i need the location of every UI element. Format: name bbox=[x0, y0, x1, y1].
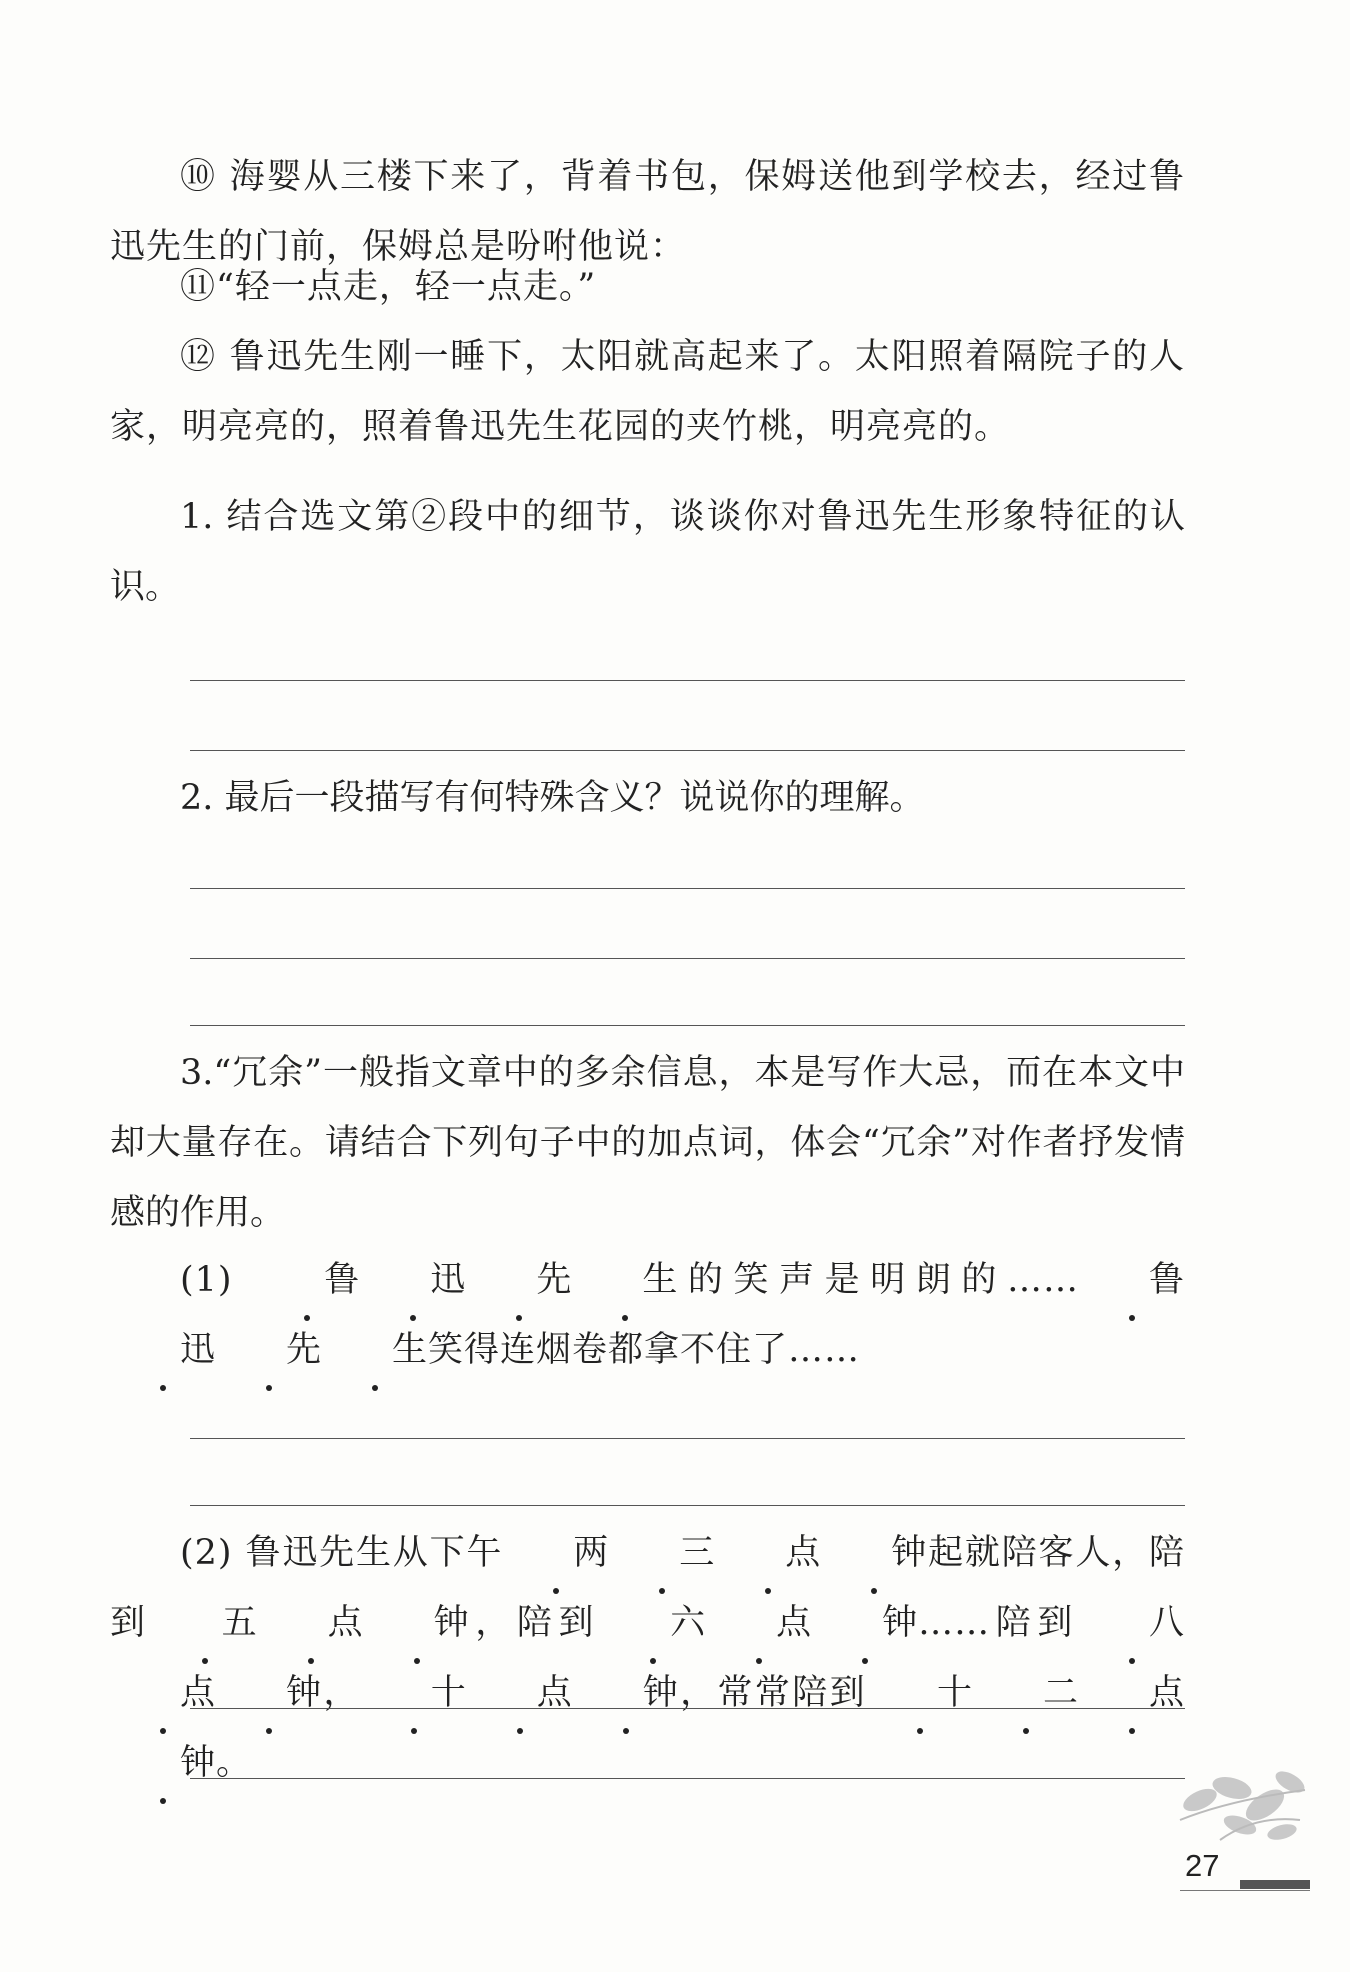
emphasis-dot-char: 钟 bbox=[573, 1658, 679, 1728]
emphasis-dot-char: 生 bbox=[572, 1245, 678, 1315]
emphasis-dot-char: 钟 bbox=[364, 1588, 470, 1658]
paragraph-10: ⑩ 海婴从三楼下来了，背着书包，保姆送他到学校去，经过鲁迅先生的门前，保姆总是吩咐他说： bbox=[110, 157, 1185, 267]
emphasis-dot-char: 点 bbox=[715, 1518, 821, 1588]
emphasis-dot-char: 生 bbox=[322, 1315, 428, 1385]
emphasis-dot-char: 八 bbox=[1079, 1588, 1185, 1658]
sentence-1-prefix: (1) bbox=[180, 1260, 255, 1300]
emphasis-dot-char: 迅 bbox=[360, 1245, 466, 1315]
emphasis-dot-char: 两 bbox=[503, 1518, 609, 1588]
page-number-bar bbox=[1240, 1880, 1310, 1889]
emphasis-dot-char: 钟 bbox=[821, 1518, 927, 1588]
sentence-2-text: 起就陪客人，陪到 bbox=[110, 1533, 1185, 1643]
emphasis-dot-char: 迅 bbox=[110, 1315, 216, 1385]
answer-line-3-2b[interactable] bbox=[190, 1778, 1185, 1779]
emphasis-dot-char: 点 bbox=[258, 1588, 364, 1658]
emphasis-dot-char: 六 bbox=[600, 1588, 706, 1658]
emphasis-dot-char: 十 bbox=[361, 1658, 467, 1728]
answer-line-3-1a[interactable] bbox=[190, 1438, 1185, 1439]
answer-line-2b[interactable] bbox=[190, 958, 1185, 959]
page-number-underline bbox=[1180, 1890, 1310, 1891]
emphasis-dot-char: 三 bbox=[609, 1518, 715, 1588]
answer-line-2c[interactable] bbox=[190, 1025, 1185, 1026]
emphasis-dot-char: 五 bbox=[152, 1588, 258, 1658]
emphasis-dot-char: 钟 bbox=[216, 1658, 322, 1728]
sentence-2-text: ……陪到 bbox=[918, 1603, 1079, 1643]
emphasis-dot-char: 先 bbox=[466, 1245, 572, 1315]
sentence-1 bbox=[110, 1245, 1185, 1385]
answer-line-3-1b[interactable] bbox=[190, 1505, 1185, 1506]
emphasis-dot-char: 先 bbox=[216, 1315, 322, 1385]
question-2: 2. 最后一段描写有何特殊含义？说说你的理解。 bbox=[180, 778, 925, 818]
sentence-2 bbox=[110, 1518, 1185, 1798]
page-number: 27 bbox=[1185, 1848, 1220, 1883]
dotted-word bbox=[600, 1603, 918, 1643]
emphasis-dot-char: 点 bbox=[467, 1658, 573, 1728]
sentence-2-text: ，陪到 bbox=[469, 1603, 601, 1643]
emphasis-dot-char: 鲁 bbox=[1079, 1245, 1185, 1315]
emphasis-dot-char: 二 bbox=[973, 1658, 1079, 1728]
emphasis-dot-char: 钟 bbox=[110, 1728, 216, 1798]
leaf-ornament-icon bbox=[1170, 1760, 1315, 1855]
answer-line-1b[interactable] bbox=[190, 750, 1185, 751]
sentence-1-text: 的笑声是明朗的…… bbox=[678, 1260, 1079, 1300]
emphasis-dot-char: 鲁 bbox=[254, 1245, 360, 1315]
answer-line-2a[interactable] bbox=[190, 888, 1185, 889]
emphasis-dot-char: 十 bbox=[867, 1658, 973, 1728]
dotted-word bbox=[361, 1673, 679, 1713]
question-1: 1. 结合选文第②段中的细节，谈谈你对鲁迅先生形象特征的认识。 bbox=[110, 497, 1185, 607]
sentence-2-text: 。 bbox=[216, 1743, 253, 1783]
sentence-2-text: (2) 鲁迅先生从下午 bbox=[180, 1533, 504, 1573]
paragraph-12: ⑫ 鲁迅先生刚一睡下，太阳就高起来了。太阳照着隔院子的人家，明亮亮的，照着鲁迅先生花园的夹竹桃，明亮亮的。 bbox=[110, 337, 1185, 447]
dotted-word bbox=[503, 1533, 927, 1573]
sentence-1-text: 笑得连烟卷都拿不住了…… bbox=[428, 1330, 861, 1370]
emphasis-dot-char: 点 bbox=[1079, 1658, 1185, 1728]
paragraph-11: ⑪“轻一点走，轻一点走。” bbox=[180, 267, 597, 307]
dotted-word bbox=[152, 1603, 470, 1643]
emphasis-dot-char: 点 bbox=[110, 1658, 216, 1728]
answer-line-3-2a[interactable] bbox=[190, 1708, 1185, 1709]
dotted-word bbox=[254, 1260, 678, 1300]
emphasis-dot-char: 点 bbox=[706, 1588, 812, 1658]
question-3: 3.“冗余”一般指文章中的多余信息，本是写作大忌，而在本文中却大量存在。请结合下列句子中的加点词，体会“冗余”对作者抒发情感的作用。 bbox=[110, 1053, 1185, 1233]
emphasis-dot-char: 钟 bbox=[812, 1588, 918, 1658]
sentence-2-text: ，常常陪到 bbox=[678, 1673, 867, 1713]
answer-line-1a[interactable] bbox=[190, 680, 1185, 681]
sentence-2-text: ， bbox=[322, 1673, 361, 1713]
